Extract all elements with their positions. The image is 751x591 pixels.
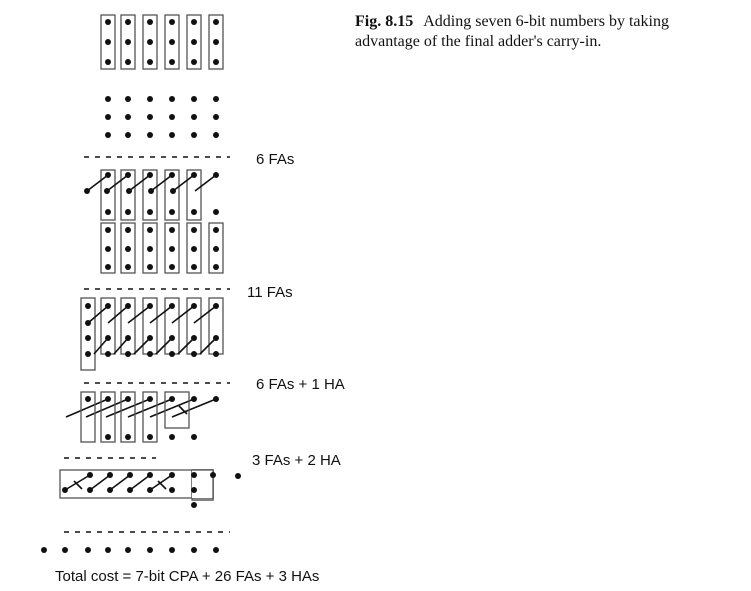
dot	[125, 209, 131, 215]
dot	[191, 39, 197, 45]
dot	[191, 227, 197, 233]
dot	[210, 472, 216, 478]
dot	[105, 19, 111, 25]
dot	[87, 472, 93, 478]
dot	[191, 59, 197, 65]
dot	[169, 114, 175, 120]
dot	[169, 434, 175, 440]
dot	[126, 188, 132, 194]
dot	[169, 209, 175, 215]
carry-link	[151, 175, 172, 191]
dot	[125, 227, 131, 233]
carry-link	[173, 175, 194, 191]
dot	[191, 487, 197, 493]
stage-3-label: 6 FAs + 1 HA	[256, 376, 345, 393]
dot	[147, 59, 153, 65]
dot	[169, 172, 175, 178]
carry-link	[130, 475, 150, 490]
dot	[105, 172, 111, 178]
dot	[213, 59, 219, 65]
carry-link	[87, 175, 108, 191]
dot	[169, 264, 175, 270]
dot	[169, 227, 175, 233]
dot	[213, 351, 219, 357]
dot	[213, 335, 219, 341]
dot	[191, 335, 197, 341]
dot	[147, 227, 153, 233]
dot	[213, 547, 219, 553]
dot	[169, 59, 175, 65]
carry-link	[90, 475, 110, 490]
dot	[191, 246, 197, 252]
dot	[85, 547, 91, 553]
dot	[213, 209, 219, 215]
dot	[147, 472, 153, 478]
stage-2-label: 11 FAs	[247, 284, 293, 301]
dot	[169, 132, 175, 138]
dot	[147, 132, 153, 138]
carry-link	[178, 338, 194, 354]
dot	[191, 172, 197, 178]
dot	[125, 114, 131, 120]
figure-caption	[355, 12, 751, 52]
dot	[41, 547, 47, 553]
dot	[85, 351, 91, 357]
dot	[191, 351, 197, 357]
dot	[147, 264, 153, 270]
carry-link	[200, 338, 216, 354]
dot	[85, 396, 91, 402]
carry-link	[129, 175, 150, 191]
carry-link	[110, 475, 130, 490]
dot	[213, 114, 219, 120]
carry-link	[134, 338, 150, 354]
dot	[105, 335, 111, 341]
dot	[169, 487, 175, 493]
dot	[191, 114, 197, 120]
dot	[125, 335, 131, 341]
dot	[125, 132, 131, 138]
dot	[105, 547, 111, 553]
dot	[191, 472, 197, 478]
dot	[147, 547, 153, 553]
carry-link	[150, 306, 172, 323]
dot	[105, 434, 111, 440]
dot	[147, 114, 153, 120]
dot	[125, 59, 131, 65]
dot	[169, 39, 175, 45]
dot	[169, 246, 175, 252]
carry-link	[107, 175, 128, 191]
dot	[235, 473, 241, 479]
carry-link	[156, 338, 172, 354]
dot	[105, 114, 111, 120]
dot	[191, 502, 197, 508]
dot	[147, 209, 153, 215]
dot	[169, 547, 175, 553]
total-cost: Total cost = 7-bit CPA + 26 FAs + 3 HAs	[55, 568, 320, 585]
dot	[213, 264, 219, 270]
dot	[147, 335, 153, 341]
dot	[125, 351, 131, 357]
dot	[105, 246, 111, 252]
carry-link	[65, 475, 90, 490]
dot	[213, 227, 219, 233]
dot	[191, 132, 197, 138]
dot	[147, 246, 153, 252]
dot	[84, 188, 90, 194]
dot	[191, 96, 197, 102]
dot	[85, 320, 91, 326]
adder-box	[60, 470, 213, 498]
dot	[125, 434, 131, 440]
dot	[147, 434, 153, 440]
figure-number: Fig. 8.15	[355, 13, 414, 30]
carry-link	[172, 306, 194, 323]
dot	[125, 96, 131, 102]
dot	[105, 39, 111, 45]
dot	[105, 96, 111, 102]
dot	[62, 547, 68, 553]
dot	[125, 264, 131, 270]
dot	[105, 264, 111, 270]
dot	[85, 303, 91, 309]
dot	[147, 96, 153, 102]
dot	[170, 188, 176, 194]
dot	[191, 547, 197, 553]
dot	[169, 96, 175, 102]
dot	[125, 547, 131, 553]
dot	[105, 351, 111, 357]
carry-link	[195, 175, 216, 191]
dot	[104, 188, 110, 194]
carry-link	[150, 475, 172, 490]
caption-line-2: advantage of the final adder's carry-in.	[355, 33, 602, 50]
carry-link	[128, 306, 150, 323]
dot	[169, 19, 175, 25]
dot	[105, 132, 111, 138]
dot	[213, 132, 219, 138]
dot	[125, 172, 131, 178]
dot	[107, 472, 113, 478]
dot	[213, 19, 219, 25]
dot	[169, 472, 175, 478]
stage-4-label: 3 FAs + 2 HA	[252, 452, 341, 469]
stage-1-label: 6 FAs	[256, 151, 295, 168]
dot	[169, 351, 175, 357]
dot	[125, 19, 131, 25]
dot	[125, 246, 131, 252]
dot	[105, 209, 111, 215]
dot	[191, 19, 197, 25]
dot	[105, 59, 111, 65]
dot	[105, 227, 111, 233]
carry-link	[88, 306, 108, 323]
dot	[147, 351, 153, 357]
carry-link	[108, 306, 128, 323]
dot	[191, 434, 197, 440]
dot	[127, 472, 133, 478]
caption-line-1: Adding seven 6-bit numbers by taking	[423, 13, 669, 30]
dot	[191, 209, 197, 215]
dot	[147, 172, 153, 178]
dot	[213, 39, 219, 45]
dot	[85, 335, 91, 341]
carry-link	[194, 306, 216, 323]
dot	[213, 96, 219, 102]
dot	[147, 39, 153, 45]
dot	[147, 19, 153, 25]
dot	[213, 246, 219, 252]
dot	[169, 335, 175, 341]
dot	[191, 264, 197, 270]
dot	[125, 39, 131, 45]
dot	[148, 188, 154, 194]
